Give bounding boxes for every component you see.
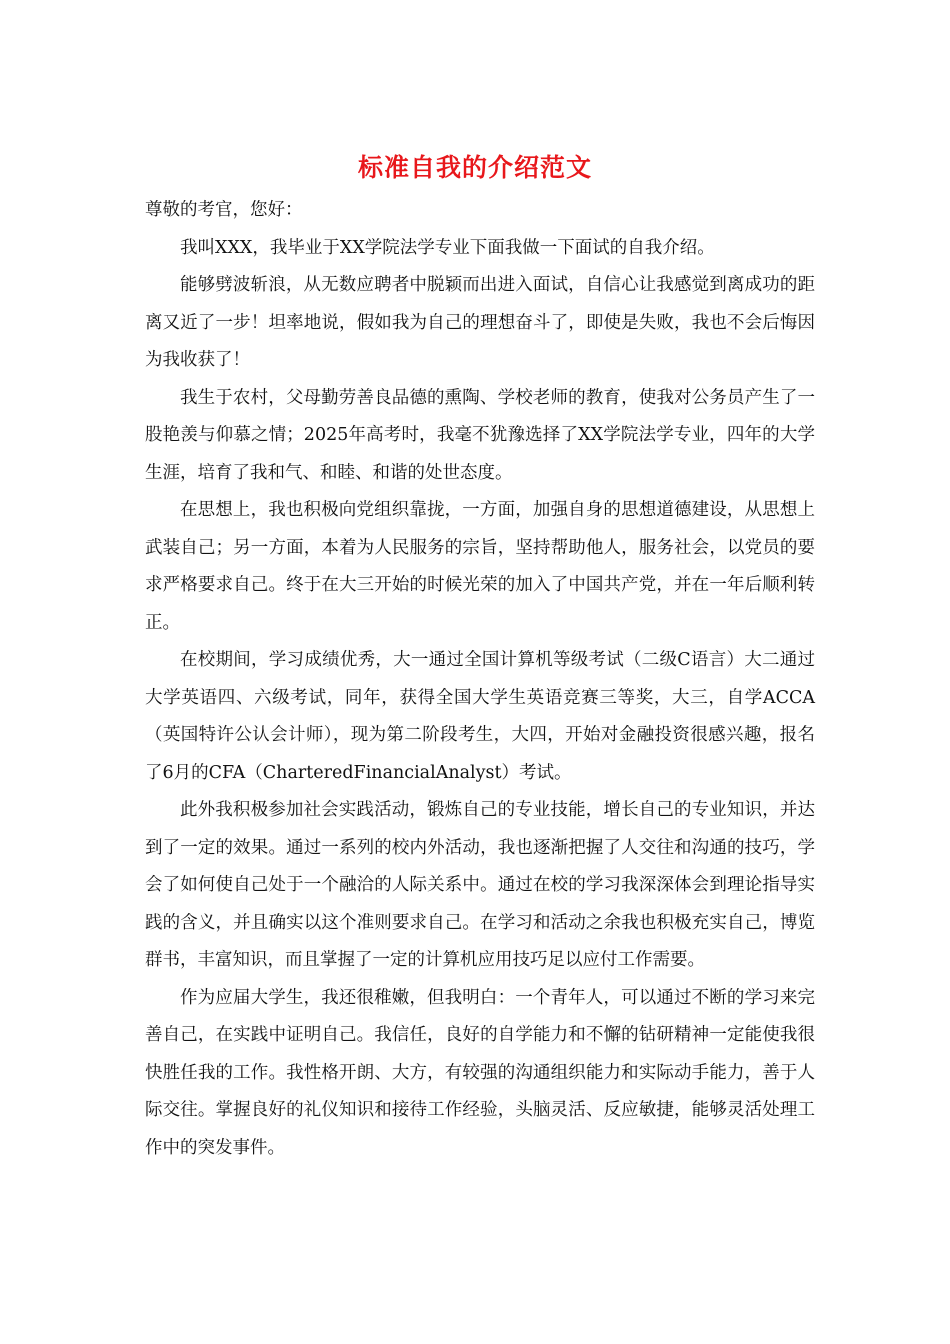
paragraph-background: 我生于农村，父母勤劳善良品德的熏陶、学校老师的教育，使我对公务员产生了一股艳羡与仰慕之情；2025年高考时，我毫不犹豫选择了XX学院法学专业，四年的大学生涯，培育了我和气、和睦、和谐的处世态度。 [145,387,815,483]
paragraph-summary: 作为应届大学生，我还很稚嫩，但我明白：一个青年人，可以通过不断的学习来完善自己，在实践中证明自己。我信任，良好的自学能力和不懈的钻研精神一定能使我很快胜任我的工作。我性格开朗、大方，有较强的沟通组织能力和实际动手能力，善于人际交往。掌握良好的礼仪知识和接待工作经验，头脑灵活、反应敏捷，能够灵活处理工作中的突发事件。 [145,987,815,1158]
document-title: 标准自我的介绍范文 [357,153,592,182]
paragraph-practice: 此外我积极参加社会实践活动，锻炼自己的专业技能，增长自己的专业知识，并达到了一定的效果。通过一系列的校内外活动，我也逐渐把握了人交往和沟通的技巧，学会了如何使自己处于一个融洽的人际关系中。通过在校的学习我深深体会到理论指导实践的含义，并且确实以这个准则要求自己。在学习和活动之余我也积极充实自己，博览群书，丰富知识，而且掌握了一定的计算机应用技巧足以应付工作需要。 [145,800,815,970]
paragraph-intro: 我叫XXX，我毕业于XX学院法学专业下面我做一下面试的自我介绍。 [180,237,715,258]
paragraph-ideology: 在思想上，我也积极向党组织靠拢，一方面，加强自身的思想道德建设，从思想上武装自己；另一方面，本着为人民服务的宗旨，坚持帮助他人，服务社会，以党员的要求严格要求自己。终于在大三开始的时候光荣的加入了中国共产党，并在一年后顺利转正。 [145,500,815,633]
document-body [145,192,815,1167]
salutation: 尊敬的考官，您好： [145,200,303,220]
paragraph-study: 在校期间，学习成绩优秀，大一通过全国计算机等级考试（二级C语言）大二通过大学英语四、六级考试，同年，获得全国大学生英语竞赛三等奖，大三，自学ACCA（英国特许公认会计师），现为第二阶段考生，大四，开始对金融投资很感兴趣，报名了6月的CFA（CharteredFinancialAnalyst）考试。 [145,650,815,783]
paragraph-interview: 能够劈波斩浪，从无数应聘者中脱颖而出进入面试，自信心让我感觉到离成功的距离又近了一步！坦率地说，假如我为自己的理想奋斗了，即使是失败，我也不会后悔因为我收获了！ [145,275,815,370]
